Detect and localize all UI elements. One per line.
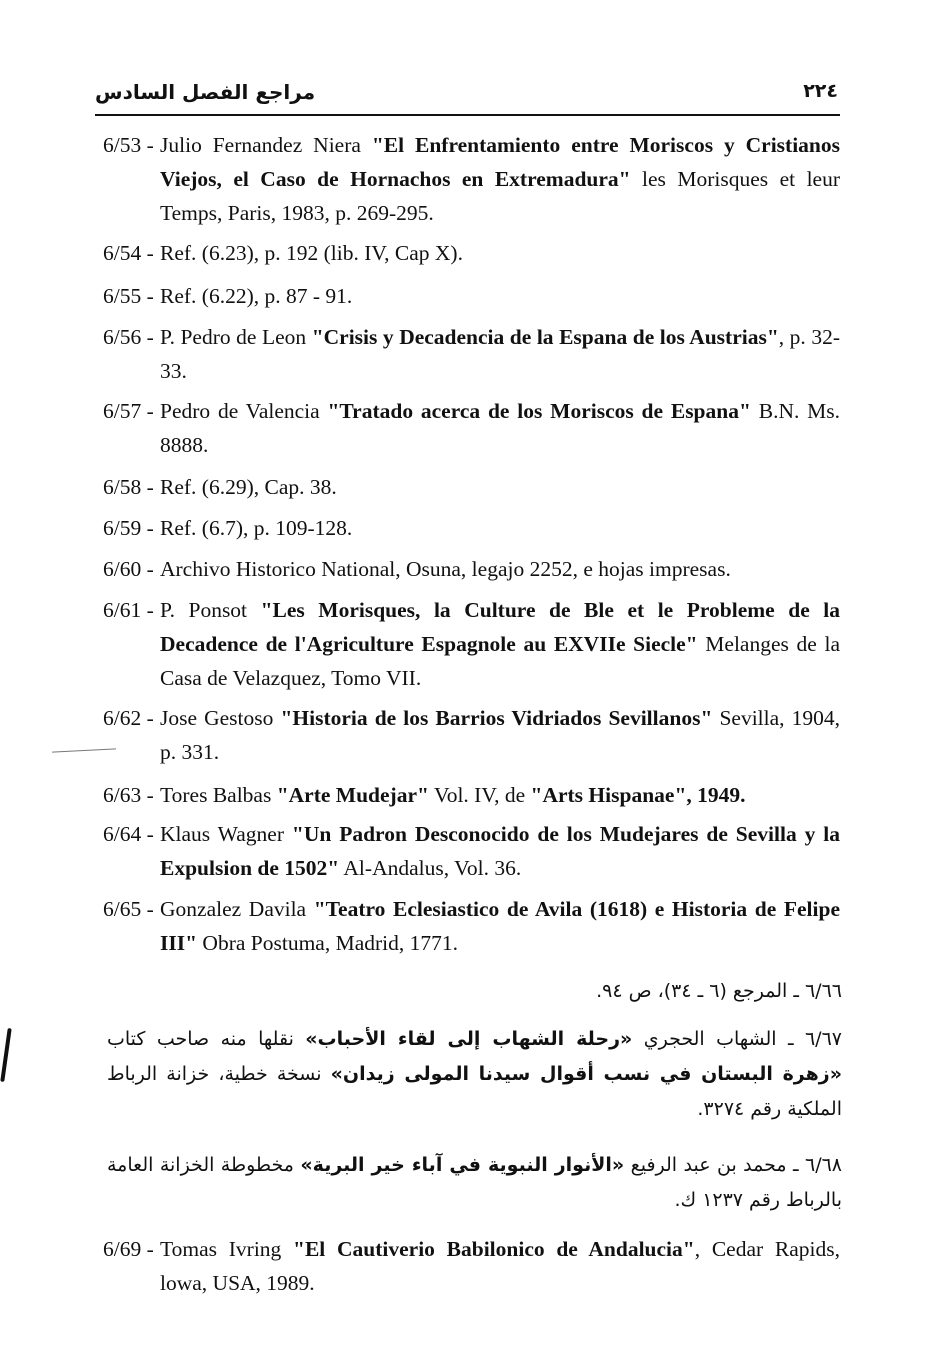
reference-number: 6/58 - [103,475,154,499]
reference-6-67-arabic: ٦/٦٧ ـ الشهاب الحجري «رحلة الشهاب إلى لقاء الأحباب» نقلها منه صاحب كتاب «زهرة البستان في نسب أقوال سيدنا المولى زيدان» نسخة خطية، خزانة الرباط الملكية رقم ٣٢٧٤. [107,1028,842,1120]
reference-6-58: Ref. (6.29), Cap. 38. 6/58 - [103,470,840,504]
reference-6-62: Jose Gestoso "Historia de los Barrios Vidriados Sevillanos" Sevilla, 1904, p. 331. 6/62 - [103,701,840,769]
reference-6-61: P. Ponsot "Les Morisques, la Culture de Ble et le Probleme de la Decadence de l'Agriculture Espagnole au EXVIIe Siecle" Melanges de la Casa de Velazquez, Tomo VII. 6/61 - [103,593,840,695]
reference-6-56: P. Pedro de Leon "Crisis y Decadencia de la Espana de los Austrias", p. 32-33. 6/56 - [103,320,840,388]
reference-number: 6/60 - [103,557,154,581]
reference-6-68-arabic: ٦/٦٨ ـ محمد بن عبد الرفيع «الأنوار النبوية في آباء خير البرية» مخطوطة الخزانة العامة بالرباط رقم ١٢٣٧ ك. [107,1154,843,1211]
reference-6-60: Archivo Historico National, Osuna, legajo 2252, e hojas impresas. 6/60 - [103,552,840,586]
reference-6-63: Tores Balbas "Arte Mudejar" Vol. IV, de "Arts Hispanae", 1949. 6/63 - [103,778,840,812]
running-title: مراجع الفصل السادس [95,80,316,104]
reference-6-53: Julio Fernandez Niera "El Enfrentamiento entre Moriscos y Cristianos Viejos, el Caso de Hornachos en Extremadura" les Morisques et leur Temps, Paris, 1983, p. 269-295. 6/53 - [103,128,840,230]
reference-6-64: Klaus Wagner "Un Padron Desconocido de los Mudejares de Sevilla y la Expulsion de 1502" Al-Andalus, Vol. 36. 6/64 - [103,817,840,885]
margin-ink-mark [0,1028,11,1082]
reference-number: 6/59 - [103,516,154,540]
reference-number: 6/57 - [103,399,154,423]
reference-number: 6/69 - [103,1237,154,1261]
reference-6-66-arabic: ٦/٦٦ ـ المرجع (٦ ـ ٣٤)، ص ٩٤. [596,980,842,1002]
reference-6-65: Gonzalez Davila "Teatro Eclesiastico de Avila (1618) e Historia de Felipe III" Obra Postuma, Madrid, 1771. 6/65 - [103,892,840,960]
reference-number: 6/53 - [103,133,154,157]
reference-number: 6/64 - [103,822,154,846]
page-number: ٢٢٤ [803,80,838,102]
reference-number: 6/62 - [103,706,154,730]
reference-6-54: Ref. (6.23), p. 192 (lib. IV, Cap X). 6/54 - [103,236,840,270]
reference-number: 6/63 - [103,783,154,807]
reference-number: 6/65 - [103,897,154,921]
page-header [95,74,840,116]
reference-number: 6/54 - [103,241,154,265]
reference-6-59: Ref. (6.7), p. 109-128. 6/59 - [103,511,840,545]
reference-6-57: Pedro de Valencia "Tratado acerca de los Moriscos de Espana" B.N. Ms. 8888. 6/57 - [103,394,840,462]
reference-6-55: Ref. (6.22), p. 87 - 91. 6/55 - [103,279,840,313]
reference-number: 6/61 - [103,598,154,622]
reference-number: 6/55 - [103,284,154,308]
reference-6-69: Tomas Ivring "El Cautiverio Babilonico de Andalucia", Cedar Rapids, lowa, USA, 1989. 6/69 - [103,1232,840,1300]
reference-number: 6/56 - [103,325,154,349]
